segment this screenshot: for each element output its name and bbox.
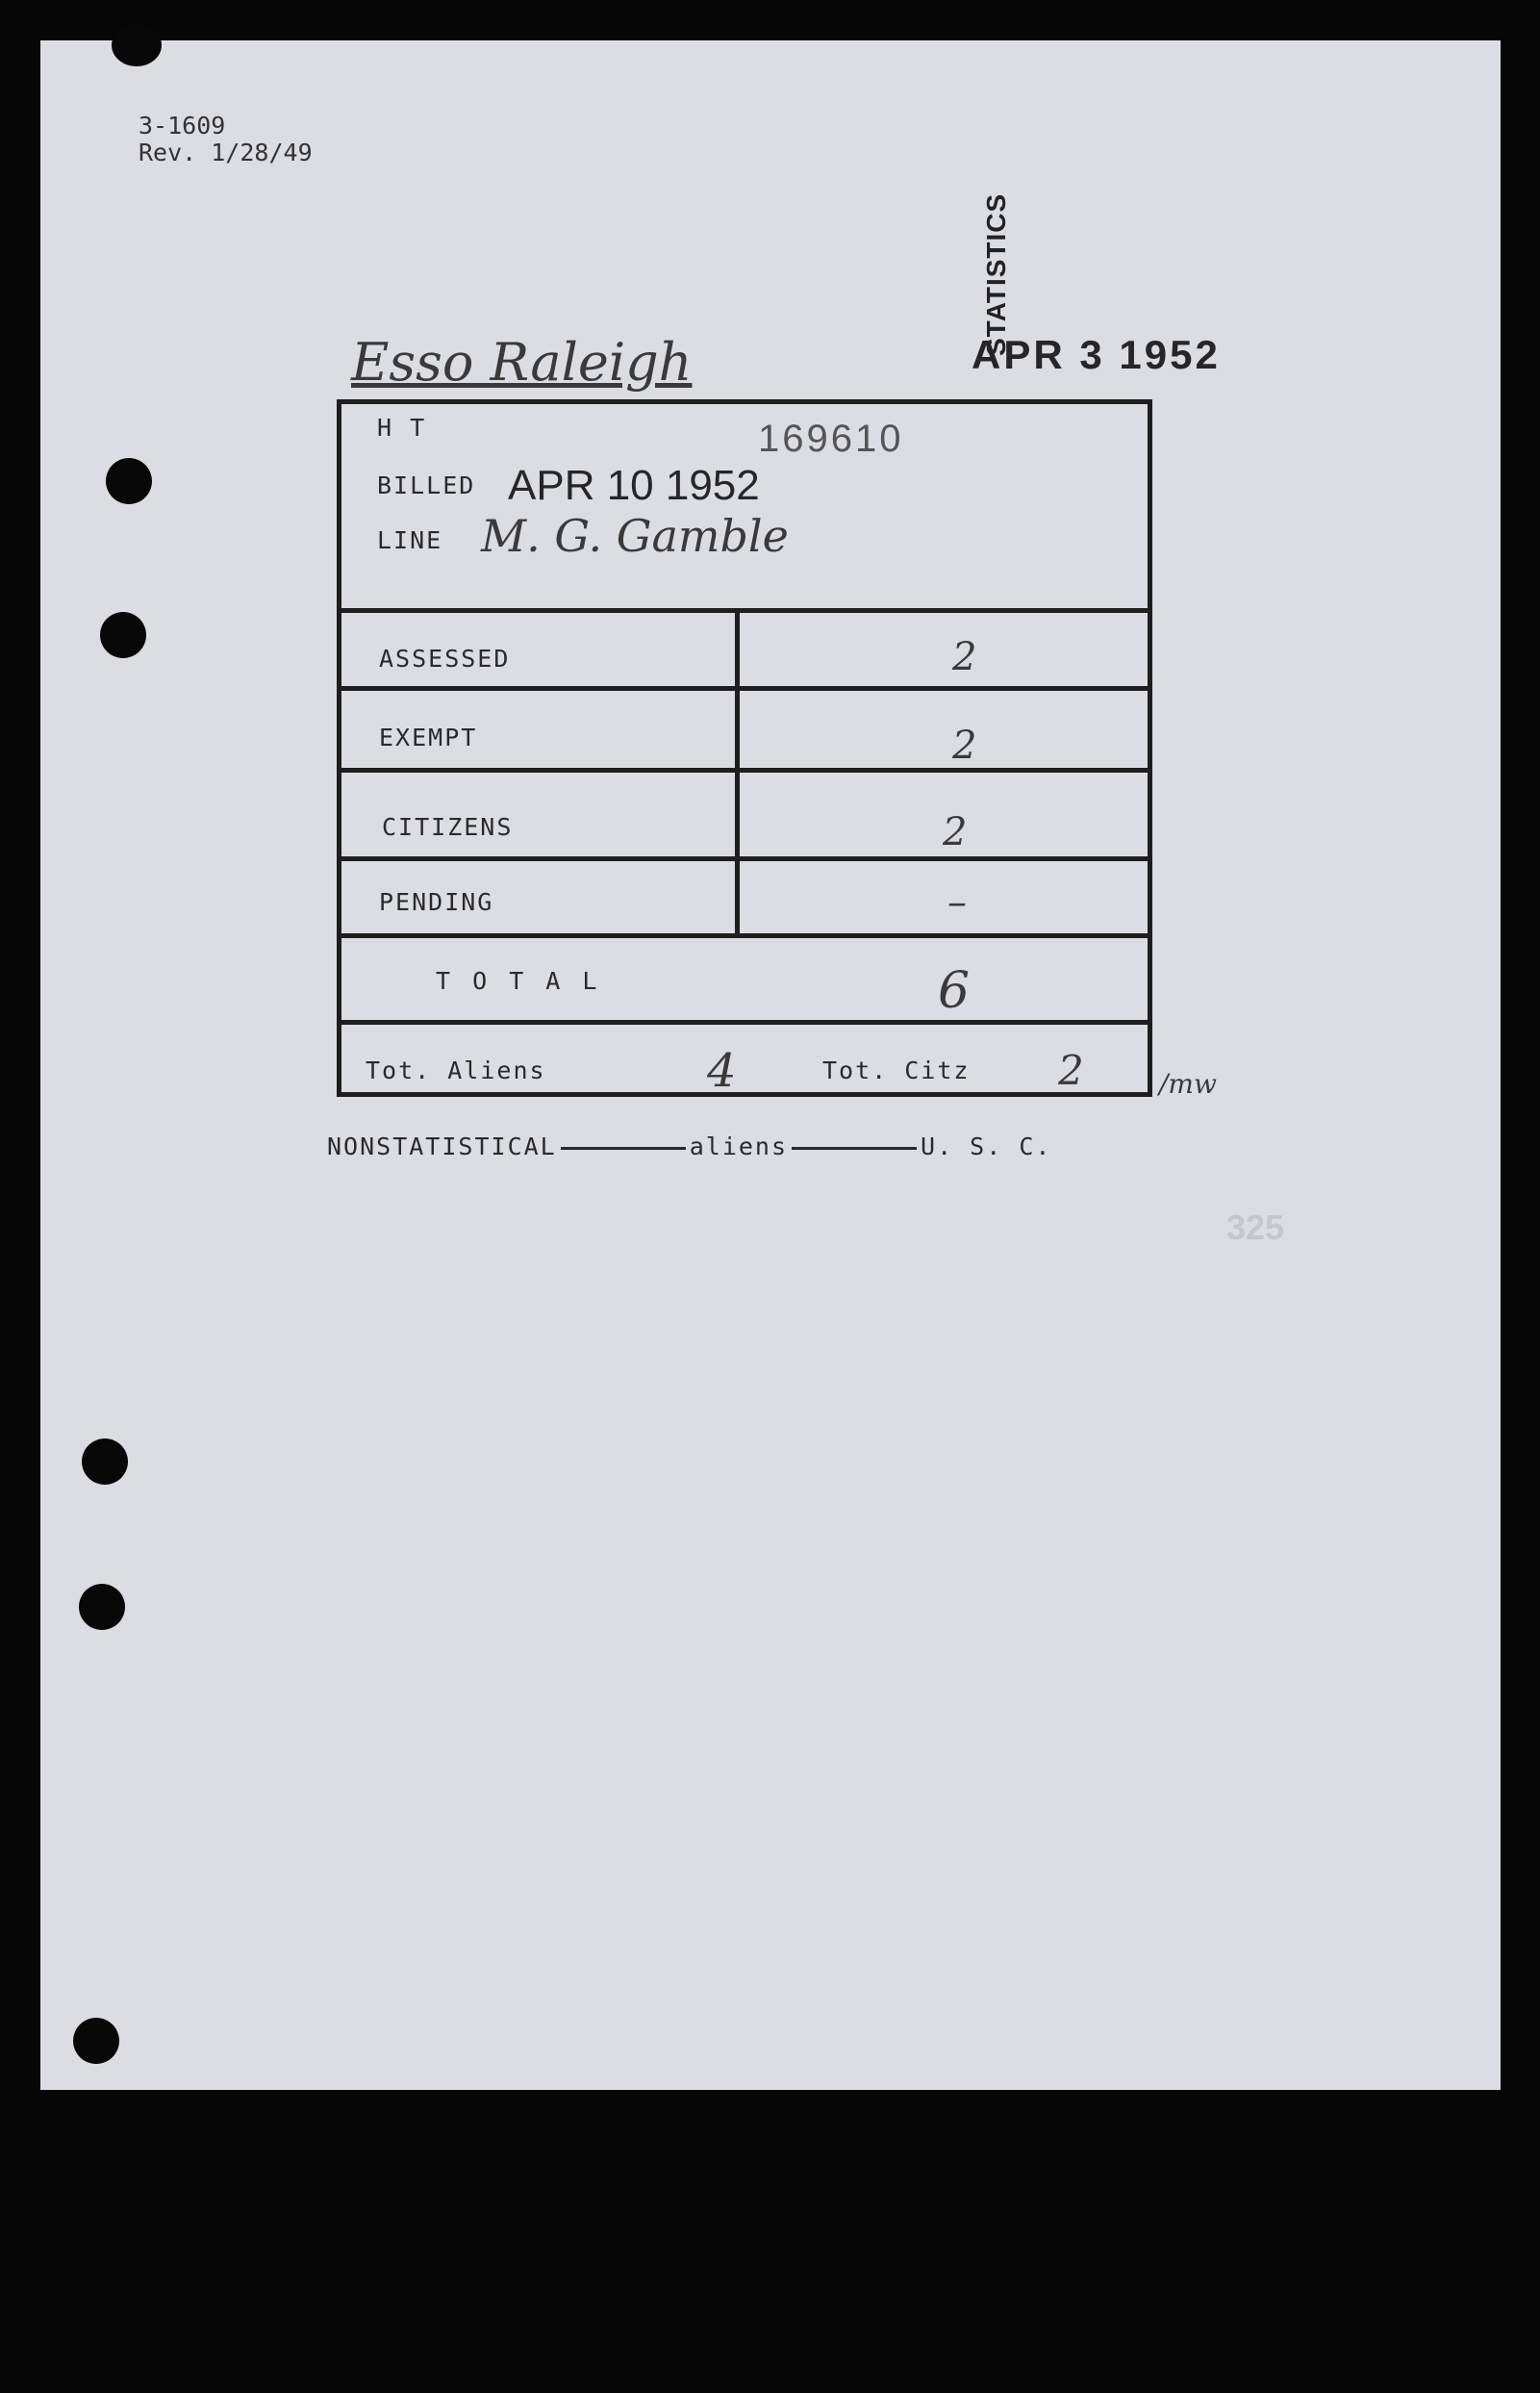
column-divider bbox=[735, 608, 740, 933]
punch-hole bbox=[106, 458, 152, 504]
nonstatistical-label: NONSTATISTICAL bbox=[327, 1133, 557, 1160]
serial-number: 169610 bbox=[758, 418, 904, 460]
faint-number: 325 bbox=[1226, 1208, 1285, 1247]
statistics-stamp: STATISTICS bbox=[981, 192, 1011, 356]
ship-name: Esso Raleigh bbox=[351, 332, 693, 393]
divider bbox=[341, 608, 1152, 613]
exempt-value: 2 bbox=[952, 724, 977, 768]
punch-hole bbox=[82, 1438, 128, 1485]
total-label: T O T A L bbox=[436, 967, 601, 995]
assessed-value: 2 bbox=[952, 635, 977, 679]
citizens-value: 2 bbox=[943, 810, 968, 854]
line-agent-signature: M. G. Gamble bbox=[481, 510, 789, 562]
nonstatistical-line bbox=[327, 1133, 1051, 1160]
total-aliens-value: 4 bbox=[707, 1044, 737, 1098]
form-code bbox=[139, 113, 313, 166]
divider bbox=[341, 856, 1152, 861]
blank-line bbox=[561, 1147, 686, 1150]
punch-hole bbox=[100, 612, 146, 658]
row-label-pending: PENDING bbox=[379, 888, 494, 916]
total-value: 6 bbox=[938, 962, 971, 1020]
divider bbox=[341, 768, 1152, 773]
divider bbox=[341, 1020, 1152, 1025]
row-label-exempt: EXEMPT bbox=[379, 724, 478, 751]
pending-value: – bbox=[947, 880, 967, 925]
line-label: LINE bbox=[377, 526, 443, 554]
punch-hole bbox=[73, 2018, 119, 2064]
usc-label: U. S. C. bbox=[921, 1133, 1052, 1160]
blank-line bbox=[792, 1147, 917, 1150]
punch-hole bbox=[79, 1584, 125, 1630]
row-label-assessed: ASSESSED bbox=[379, 645, 511, 673]
total-citizens-label: Tot. Citz bbox=[822, 1056, 971, 1084]
billed-label: BILLED bbox=[377, 471, 476, 499]
clerk-initials: /mw bbox=[1159, 1068, 1217, 1100]
total-citizens-value: 2 bbox=[1058, 1047, 1084, 1094]
punch-hole bbox=[112, 24, 162, 66]
billed-date-stamp: APR 10 1952 bbox=[508, 462, 760, 509]
row-label-citizens: CITIZENS bbox=[382, 813, 514, 841]
aliens-label: aliens bbox=[689, 1133, 789, 1160]
ht-label: H T bbox=[377, 414, 427, 442]
divider bbox=[341, 686, 1152, 691]
total-aliens-label: Tot. Aliens bbox=[366, 1056, 546, 1084]
form-revision: Rev. 1/28/49 bbox=[139, 139, 313, 166]
divider bbox=[341, 933, 1152, 938]
statistics-date-stamp: APR 3 1952 bbox=[972, 332, 1221, 377]
form-number: 3-1609 bbox=[139, 112, 226, 140]
